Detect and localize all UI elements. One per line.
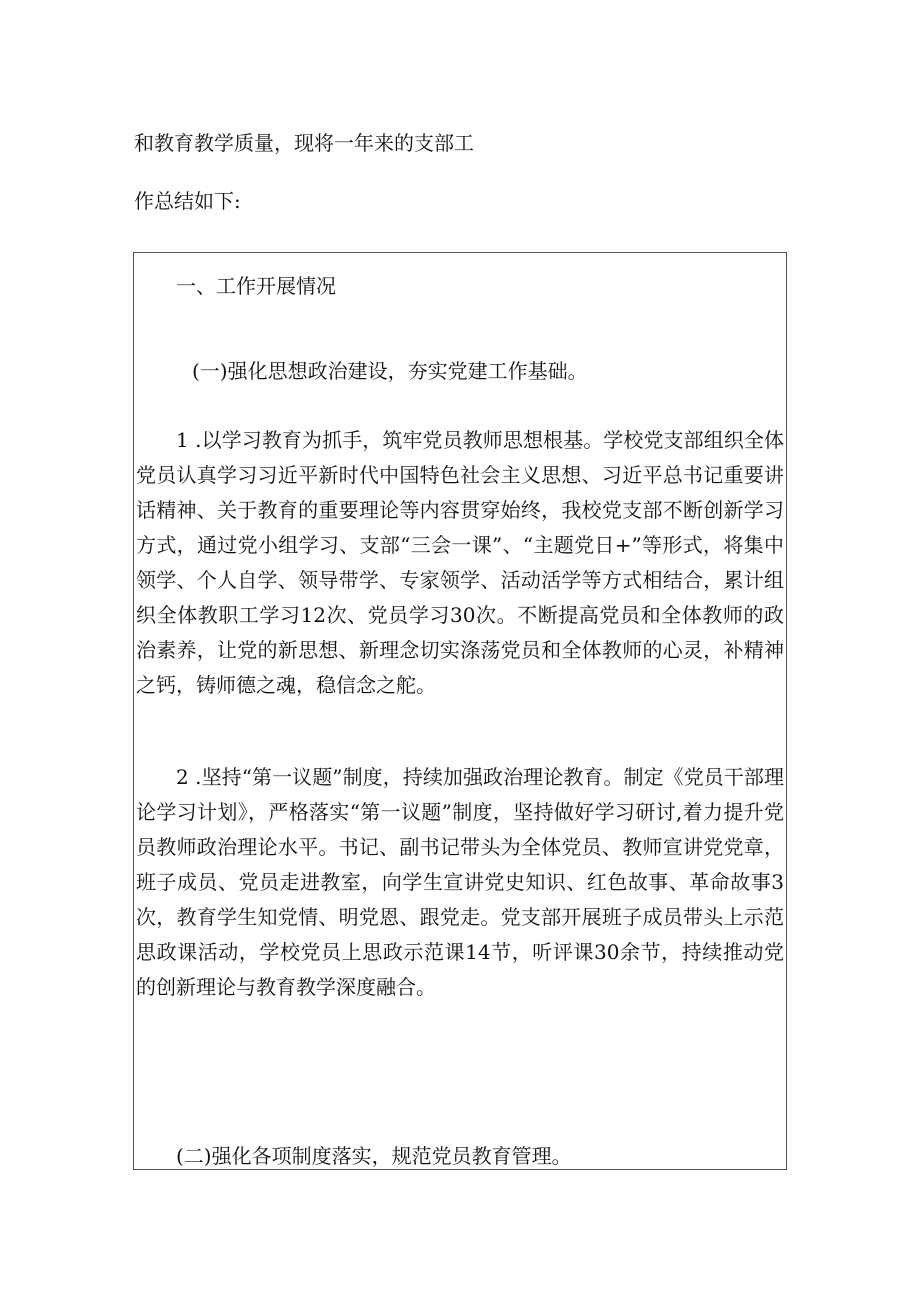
paragraph-item-2: 2 .坚持“第一议题”制度，持续加强政治理论教育。制定《党员干部理论学习计划》，严格落实“第一议题”制度，坚持做好学习研讨,着力提升党员教师政治理论水平。书记、副书记带头为全体党员、教师宣讲党党章，班子成员、党员走进教室，向学生宣讲党史知识、红色故事、革命故事3次，教育学生知党情、明党恩、跟党走。党支部开展班子成员带头上示范思政课活动，学校党员上思政示范课14节，听评课30余节，持续推动党的创新理论与教育教学深度融合。 — [136, 765, 784, 999]
intro-line-1: 和教育教学质量，现将一年来的支部工 — [134, 131, 474, 155]
content-frame — [133, 252, 787, 1170]
paragraph-item-1: 1 .以学习教育为抓手，筑牢党员教师思想根基。学校党支部组织全体党员认真学习习近平新时代中国特色社会主义思想、习近平总书记重要讲话精神、关于教育的重要理论等内容贯穿始终，我校党支部不断创新学习方式，通过党小组学习、支部“三会一课”、“主题党日+”等形式，将集中领学、个人自学、领导带学、专家领学、活动活学等方式相结合，累计组织全体教职工学习12次、党员学习30次。不断提高党员和全体教师的政治素养，让党的新思想、新理念切实涤荡党员和全体教师的心灵，补精神之钙，铸师德之魂，稳信念之舵。 — [136, 428, 784, 697]
subsection-heading-1: (一)强化思想政治建设，夯实党建工作基础。 — [192, 359, 588, 383]
section-heading: 一、工作开展情况 — [176, 274, 336, 298]
intro-line-2: 作总结如下: — [134, 189, 241, 213]
subsection-heading-2: (二)强化各项制度落实，规范党员教育管理。 — [176, 1144, 572, 1168]
